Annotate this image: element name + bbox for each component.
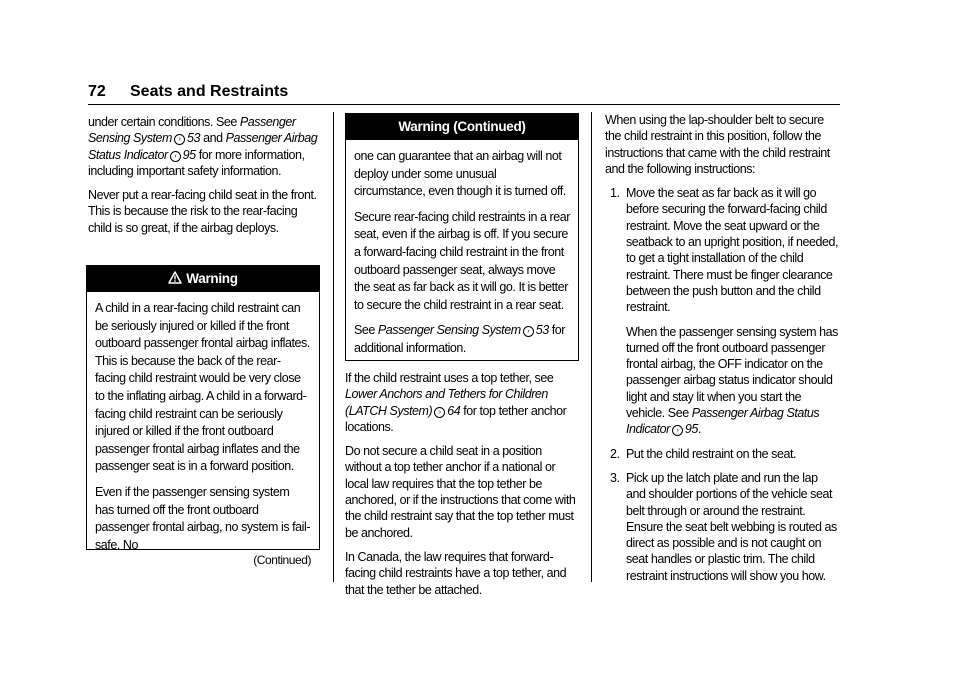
warning-header [87,266,319,292]
paragraph: Do not secure a child seat in a position without a top tether anchor if a national or local law requires that the top tether be anchored, or if the instructions that come with the child restraint say that the top tether must be anchored. [345,444,576,540]
cross-reference-link[interactable]: Passenger Airbag Status Indicator [88,131,318,162]
page-reference-arrow-icon: › [523,326,534,337]
page-reference-arrow-icon: › [672,425,683,436]
page-reference-arrow-icon: › [174,134,185,145]
continued-label: (Continued) [253,553,311,568]
warning-text: one can guarantee that an airbag will not deploy under some unusual circumstance, even though it is turned off. [354,149,566,199]
column-1 [88,114,320,244]
warning-text: A child in a rear-facing child restraint can be seriously injured or killed if the front outboard passenger frontal airbag inflates. This is because the back of the rear-facing child restraint would be very close to the inflating airbag. A child in a forward-facing child restraint can be seriously injured or killed if the front outboard passenger frontal airbag inflates and the passenger seat is in a forward position. [95,301,310,474]
paragraph: If the child restraint uses a top tether, see Lower Anchors and Tethers for Children (LATCH System) › 64 for top tether anchor locations. [345,371,567,434]
warning-box [86,265,320,568]
instruction-list [610,185,840,584]
page-header [88,83,840,105]
page-number: 72 [88,83,106,100]
warning-title: Warning [186,271,238,286]
warning-text: Secure rear-facing child restraints in a rear seat, even if the airbag is off. If you secure a forward-facing child restraint in the front outboard passenger seat, always move the seat as far back as it will go. It is better to secure the child restraint in a rear seat. [354,209,570,312]
page-reference-arrow-icon: › [434,407,445,418]
list-item: 2. Put the child restraint on the seat. [610,446,797,461]
column-2 [345,370,579,606]
page-reference-arrow-icon: › [170,151,181,162]
paragraph: Never put a rear-facing child seat in the front. This is because the risk to the rear-facing child is so great, if the airbag deploys. [88,188,317,235]
cross-reference-link[interactable]: Lower Anchors and Tethers for Children (LATCH System) [345,387,548,418]
warning-header: Warning (Continued) [346,114,578,140]
list-item: 1. Move the seat as far back as it will go before securing the forward-facing child restraint. Move the seat upward or the seatback to an upright position, if needed, to get a tight installation of the child restraint. There must be finger clearance between the push button and the child restraint. When the passenger sensing system has turned off the front outboard passenger frontal airbag, the OFF indicator on the passenger airbag status indicator should light and stay lit when you start the vehicle. See Passenger Airbag Status Indicator › 95. [610,186,839,437]
page-ref[interactable]: 95 [684,422,698,437]
warning-body [346,140,578,372]
warning-box-continued [345,113,579,361]
warning-text: See Passenger Sensing System › 53 for additional information. [354,323,565,355]
page-ref[interactable]: 53 [535,323,549,338]
paragraph: When using the lap-shoulder belt to secure the child restraint in this position, follow the instructions that came with the child restraint and the following instructions: [605,113,830,176]
page-ref[interactable]: 95 [182,147,196,162]
warning-triangle-icon [168,271,182,284]
page-ref[interactable]: 64 [447,403,461,418]
section-title: Seats and Restraints [130,83,289,100]
paragraph: In Canada, the law requires that forward-facing child restraints have a top tether, and that the tether be attached. [345,549,567,597]
page-ref[interactable]: 53 [187,131,201,146]
cross-reference-link[interactable]: Passenger Sensing System [377,323,521,338]
paragraph: under certain conditions. See Passenger Sensing System › 53 and Passenger Airbag Status Indicator › 95 for more information, including important safety information. [88,115,318,178]
cross-reference-link[interactable]: Passenger Airbag Status Indicator [626,406,820,437]
warning-text: Even if the passenger sensing system has turned off the front outboard passenger frontal airbag, no system is fail-safe. No [95,484,311,552]
column-divider [591,112,592,582]
header-rule [88,104,840,105]
list-item: 3. Pick up the latch plate and run the lap and shoulder portions of the vehicle seat belt through or around the restraint. Ensure the seat belt webbing is routed as direct as possible and is not caught on seat handles or plastic trim. The child restraint instructions will show you how. [610,470,837,583]
warning-body [87,292,319,576]
column-divider [333,112,334,582]
cross-reference-link[interactable]: Passenger Sensing System [88,115,296,146]
column-3 [605,112,840,592]
